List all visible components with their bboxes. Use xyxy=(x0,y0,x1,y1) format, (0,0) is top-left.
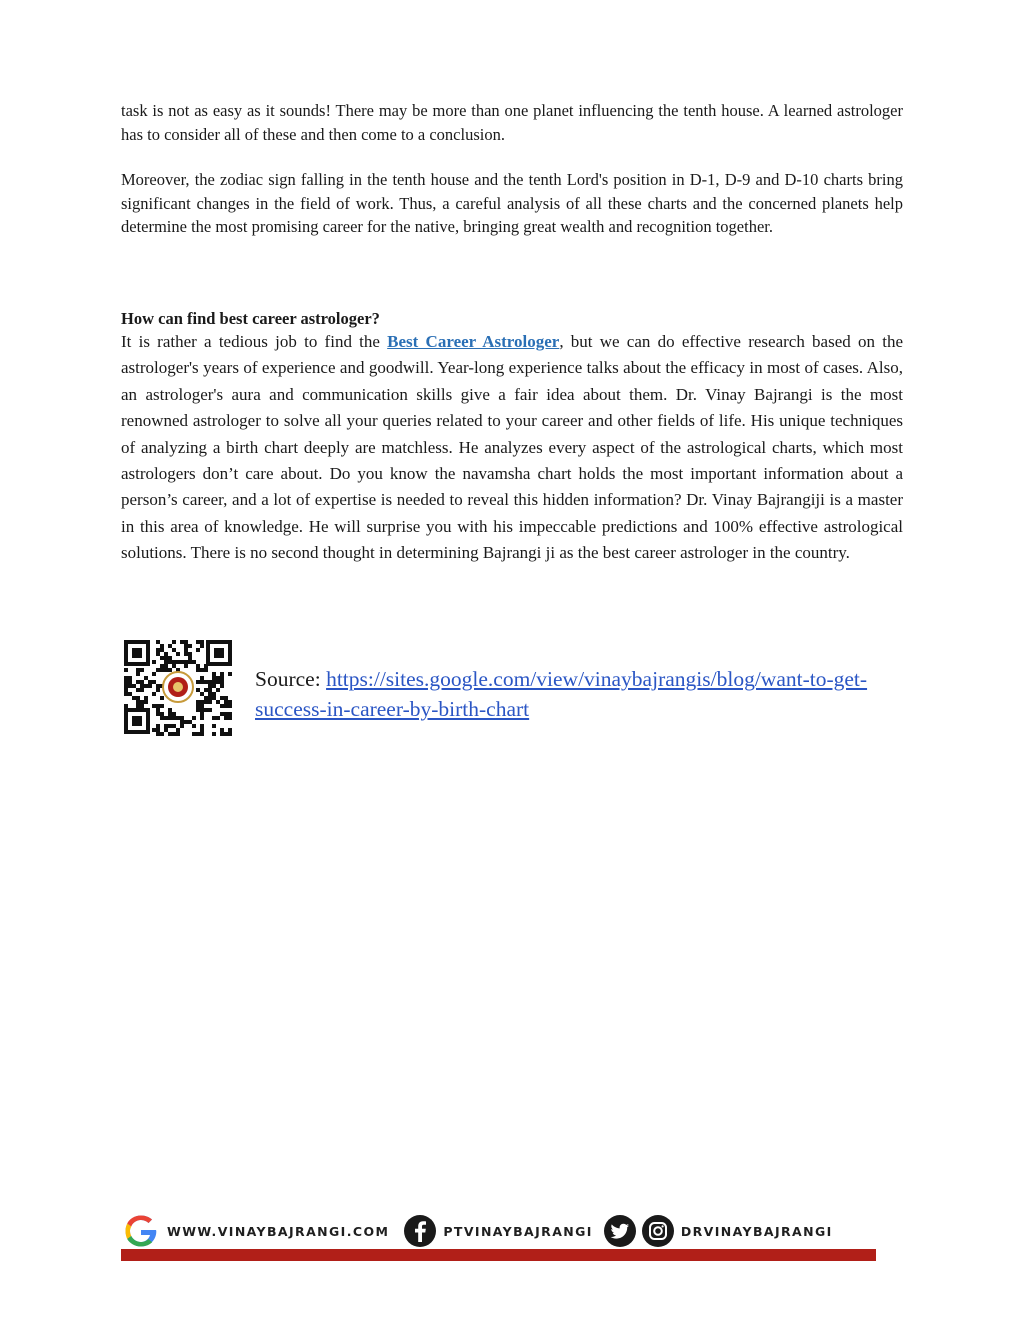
source-url-link[interactable]: https://sites.google.com/view/vinaybajrangis/blog/want-to-get-success-in-career-by-birth-chart xyxy=(255,667,868,721)
source-citation xyxy=(255,664,935,724)
social-handle: DRVINAYBAJRANGI xyxy=(680,1223,833,1239)
paragraph-text: Moreover, the zodiac sign falling in the tenth house and the tenth Lord's position in D-1, D-9 and D-10 charts bring significant changes in the field of work. Thus, a careful analysis of all these charts and the concerned planets help determine the most promising career for the native, bringing great wealth and recognition together. xyxy=(121,170,903,236)
paragraph-text-start: It is rather a tedious job to find the xyxy=(121,332,388,351)
footer-red-bar xyxy=(121,1249,876,1261)
paragraph-text xyxy=(121,329,903,567)
facebook-icon xyxy=(403,1214,437,1248)
facebook-handle: PTVINAYBAJRANGI xyxy=(443,1223,593,1239)
paragraph-text-rest: , but we can do effective research based on the astrologer's years of experience and goodwill. Year-long experience talks about the efficacy in most of cases. Also, an astrologer's aura and communication skills give a fair idea about them. Dr. Vinay Bajrangi is the most renowned astrologer to solve all your queries related to your career and other fields of life. His unique techniques of analyzing a birth chart deeply are matchless. He analyzes every aspect of the astrological charts, which most astrologers don’t care about. Do you know the navamsha chart holds the most important information about a person’s career, and a lot of expertise is needed to reveal this hidden information? Dr. Vinay Bajrangiji is a master in this area of knowledge. He will surprise you with his impeccable predictions and 100% effective astrological solutions. There is no second thought in determining Bajrangi ji as the best career astrologer in the country. xyxy=(121,332,903,563)
instagram-icon xyxy=(641,1214,675,1248)
website-label: WWW.VINAYBAJRANGI.COM xyxy=(167,1223,390,1239)
source-label: Source: xyxy=(255,667,327,691)
section-heading: How can find best career astrologer? xyxy=(121,309,380,328)
google-icon xyxy=(121,1213,161,1249)
paragraph-text: task is not as easy as it sounds! There may be more than one planet influencing the tenth house. A learned astrologer has to consider all of these and then come to a conclusion. xyxy=(121,101,903,144)
footer-banner xyxy=(121,1212,876,1262)
paragraph-intro xyxy=(121,99,903,146)
paragraph-find-astrologer xyxy=(121,329,903,567)
twitter-icon xyxy=(603,1214,637,1248)
qr-code-icon xyxy=(122,638,234,736)
best-career-astrologer-link[interactable]: Best Career Astrologer xyxy=(387,332,560,351)
paragraph-charts xyxy=(121,168,903,239)
